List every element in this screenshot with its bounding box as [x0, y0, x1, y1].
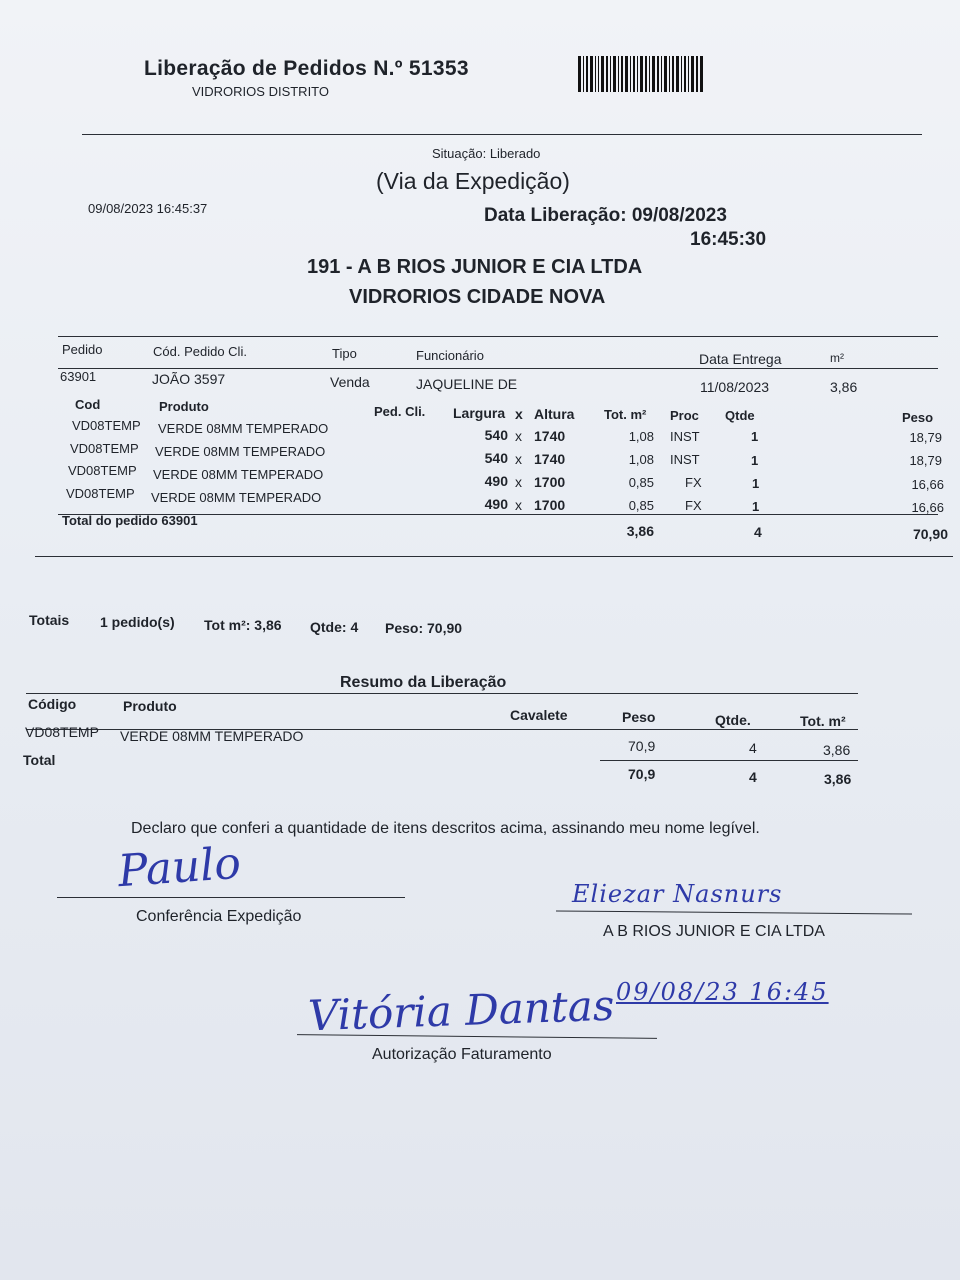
item-x: x	[515, 451, 522, 467]
item-tot-m2: 1,08	[628, 452, 654, 467]
signature-empresa: Eliezar Nasnurs	[572, 880, 783, 908]
item-qtde: 1	[752, 499, 760, 514]
col-tot-m2: Tot. m²	[604, 407, 647, 422]
item-largura: 540	[484, 427, 508, 443]
release-date: Data Liberação: 09/08/2023	[484, 205, 727, 226]
item-cod: VD08TEMP	[66, 486, 135, 501]
totals-peso: Peso: 70,90	[385, 620, 463, 636]
totals-qtde: Qtde: 4	[310, 619, 359, 635]
item-x: x	[515, 474, 522, 490]
summary-title: Resumo da Liberação	[340, 674, 507, 691]
item-cod: VD08TEMP	[68, 463, 137, 478]
item-x: x	[515, 428, 522, 444]
item-altura: 1700	[534, 474, 566, 490]
declaration-text: Declaro que conferi a quantidade de itens descritos acima, assinando meu nome legível.	[131, 820, 760, 837]
item-proc: FX	[685, 498, 702, 513]
item-tot-m2: 1,08	[628, 429, 654, 444]
col-x: x	[515, 406, 523, 422]
item-qtde: 1	[751, 429, 759, 444]
summary-total-label: Total	[23, 752, 56, 768]
totals-label: Totais	[29, 612, 70, 628]
item-produto: VERDE 08MM TEMPERADO	[155, 444, 326, 459]
item-tot-m2: 0,85	[628, 498, 654, 513]
summary-col-cavalete: Cavalete	[510, 707, 568, 723]
barcode	[578, 56, 726, 92]
item-peso: 16,66	[911, 500, 944, 515]
col-pedido: Pedido	[62, 342, 103, 357]
item-produto: VERDE 08MM TEMPERADO	[153, 467, 324, 482]
order-delivery-date: 11/08/2023	[700, 379, 770, 395]
item-altura: 1740	[534, 451, 566, 467]
item-produto: VERDE 08MM TEMPERADO	[158, 421, 329, 436]
signature-line-empresa	[556, 910, 912, 914]
item-largura: 490	[484, 496, 508, 512]
store-name: VIDRORIOS CIDADE NOVA	[349, 286, 606, 308]
summary-peso: 70,9	[628, 738, 656, 754]
item-altura: 1740	[534, 428, 566, 444]
item-peso: 18,79	[909, 453, 942, 468]
summary-total-peso: 70,9	[628, 766, 656, 782]
col-cod: Cod	[75, 397, 101, 412]
col-data-entrega: Data Entrega	[699, 351, 782, 367]
autorizacao-label: Autorização Faturamento	[372, 1046, 552, 1063]
order-total-label: Total do pedido 63901	[62, 513, 198, 528]
item-proc: FX	[685, 475, 702, 490]
col-qtde: Qtde	[725, 408, 755, 423]
item-cod: VD08TEMP	[72, 418, 141, 433]
print-timestamp: 09/08/2023 16:45:37	[88, 201, 208, 216]
branch-name: VIDRORIOS DISTRITO	[192, 84, 329, 99]
totals-orders: 1 pedido(s)	[100, 614, 175, 630]
col-proc: Proc	[670, 408, 699, 423]
order-total-qtde: 4	[754, 524, 762, 540]
summary-produto: VERDE 08MM TEMPERADO	[120, 728, 304, 744]
customer-name: 191 - A B RIOS JUNIOR E CIA LTDA	[307, 256, 643, 278]
col-largura: Largura	[453, 405, 506, 421]
item-x: x	[515, 497, 522, 513]
status-label: Situação: Liberado	[432, 146, 541, 161]
summary-col-codigo: Código	[28, 696, 77, 712]
summary-col-peso: Peso	[622, 709, 656, 725]
order-m2: 3,86	[830, 379, 858, 395]
empresa-label: A B RIOS JUNIOR E CIA LTDA	[603, 923, 825, 940]
item-cod: VD08TEMP	[70, 441, 139, 456]
header-divider	[82, 134, 922, 135]
release-time: 16:45:30	[690, 229, 767, 250]
order-header-line	[58, 368, 938, 369]
section-divider	[35, 556, 953, 557]
order-client-code: JOÃO 3597	[152, 371, 226, 387]
col-cod-pedido-cli: Cód. Pedido Cli.	[153, 344, 247, 359]
item-peso: 18,79	[909, 430, 942, 445]
col-altura: Altura	[534, 406, 575, 422]
summary-col-qtde: Qtde.	[715, 712, 751, 728]
summary-codigo: VD08TEMP	[25, 724, 99, 740]
signature-conferencia: Paulo	[116, 837, 243, 898]
summary-tot-m2: 3,86	[823, 742, 851, 758]
item-proc: INST	[670, 452, 700, 467]
summary-qtde: 4	[749, 740, 757, 756]
item-altura: 1700	[534, 497, 566, 513]
col-tipo: Tipo	[332, 346, 357, 361]
col-produto: Produto	[159, 399, 209, 414]
document-title: Liberação de Pedidos N.º 51353	[144, 57, 469, 80]
summary-top-line	[26, 693, 858, 694]
signature-autorizacao: Vitória Dantas	[307, 980, 616, 1041]
handwritten-date: 09/08/23 16:45	[616, 978, 829, 1006]
col-m2: m²	[830, 351, 844, 365]
conferencia-label: Conferência Expedição	[136, 908, 302, 925]
item-produto: VERDE 08MM TEMPERADO	[151, 490, 322, 505]
signature-line-conferencia	[57, 897, 405, 898]
col-peso: Peso	[902, 410, 934, 425]
item-largura: 540	[484, 450, 508, 466]
summary-total-m2: 3,86	[824, 771, 852, 787]
col-ped-cli: Ped. Cli.	[374, 404, 426, 419]
item-peso: 16,66	[911, 477, 944, 492]
order-total-m2: 3,86	[626, 523, 654, 539]
summary-col-produto: Produto	[123, 698, 177, 714]
item-largura: 490	[484, 473, 508, 489]
item-proc: INST	[670, 429, 700, 444]
order-table-top-line	[58, 336, 938, 337]
item-qtde: 1	[752, 476, 760, 491]
copy-type: (Via da Expedição)	[376, 168, 570, 194]
summary-col-tot-m2: Tot. m²	[800, 713, 846, 729]
item-tot-m2: 0,85	[628, 475, 654, 490]
order-total-peso: 70,90	[912, 526, 948, 542]
order-number: 63901	[60, 369, 97, 384]
summary-total-qtde: 4	[749, 769, 757, 785]
summary-total-line	[600, 760, 858, 761]
col-funcionario: Funcionário	[416, 348, 484, 363]
item-qtde: 1	[751, 453, 759, 468]
order-type: Venda	[330, 374, 370, 390]
totals-m2: Tot m²: 3,86	[204, 617, 282, 633]
order-employee: JAQUELINE DE	[416, 376, 518, 392]
